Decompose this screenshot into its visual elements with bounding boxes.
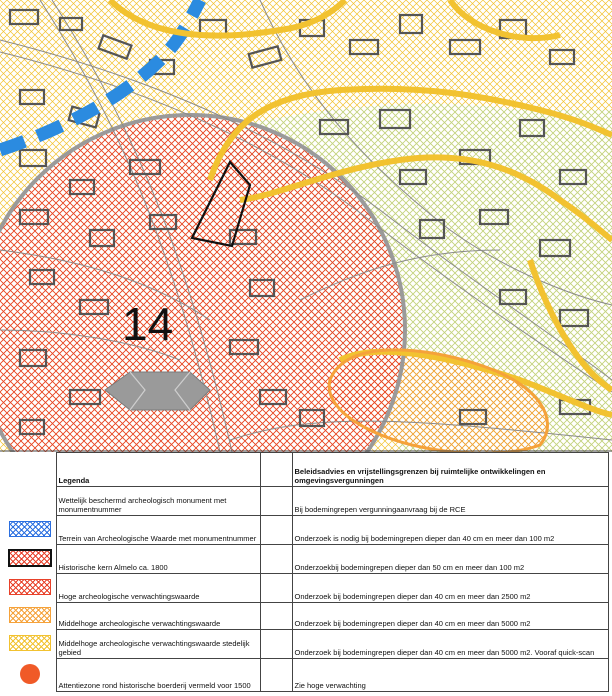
orange-hatch-swatch — [9, 607, 51, 623]
legend-row — [4, 545, 608, 574]
legend-row — [4, 603, 608, 630]
legend-panel — [0, 452, 612, 696]
legend-swatch — [4, 487, 56, 516]
legend-row — [4, 574, 608, 603]
legend-header-row — [4, 453, 608, 487]
legend-policy-header: Beleidsadvies en vrijstellingsgrenzen bij ruimtelijke ontwikkelingen en omgevingsvergunningen — [292, 453, 608, 487]
legend-policy: Onderzoek bij bodemingrepen dieper dan 40 cm en meer dan 5000 m2. Vooraf quick-scan — [292, 629, 608, 658]
legend-label: Attentiezone rond historische boerderij vermeld voor 1500 — [56, 658, 260, 691]
attention-dot-icon — [20, 664, 40, 684]
legend-policy: Onderzoek is nodig bij bodemingrepen dieper dan 40 cm en meer dan 100 m2 — [292, 516, 608, 545]
legend-policy: Onderzoek bij bodemingrepen dieper dan 40 cm en meer dan 5000 m2 — [292, 603, 608, 630]
legend-policy: Zie hoge verwachting — [292, 658, 608, 691]
blue-hatch-swatch — [9, 521, 51, 537]
legend-label: Wettelijk beschermd archeologisch monument met monumentnummer — [56, 487, 260, 516]
red-hatch-swatch — [9, 579, 51, 595]
legend-row — [4, 658, 608, 691]
legend-label: Hoge archeologische verwachtingswaarde — [56, 574, 260, 603]
legend-label: Historische kern Almelo ca. 1800 — [56, 545, 260, 574]
legend-table — [4, 452, 609, 692]
red-black-hatch-swatch — [8, 549, 52, 567]
legend-row — [4, 487, 608, 516]
legend-label: Middelhoge archeologische verwachtingswaarde stedelijk gebied — [56, 629, 260, 658]
zone-label: 14 — [122, 298, 174, 350]
legend-row — [4, 629, 608, 658]
legend-label: Terrein van Archeologische Waarde met monumentnummer — [56, 516, 260, 545]
legend-policy: Bij bodemingrepen vergunningaanvraag bij de RCE — [292, 487, 608, 516]
legend-policy: Onderzoek bij bodemingrepen dieper dan 40 cm en meer dan 2500 m2 — [292, 574, 608, 603]
legend-title: Legenda — [56, 453, 260, 487]
legend-policy: Onderzoekbij bodemingrepen dieper dan 50 cm en meer dan 100 m2 — [292, 545, 608, 574]
legend-row — [4, 516, 608, 545]
yellow-hatch-swatch — [9, 635, 51, 651]
legend-label: Middelhoge archeologische verwachtingswaarde — [56, 603, 260, 630]
